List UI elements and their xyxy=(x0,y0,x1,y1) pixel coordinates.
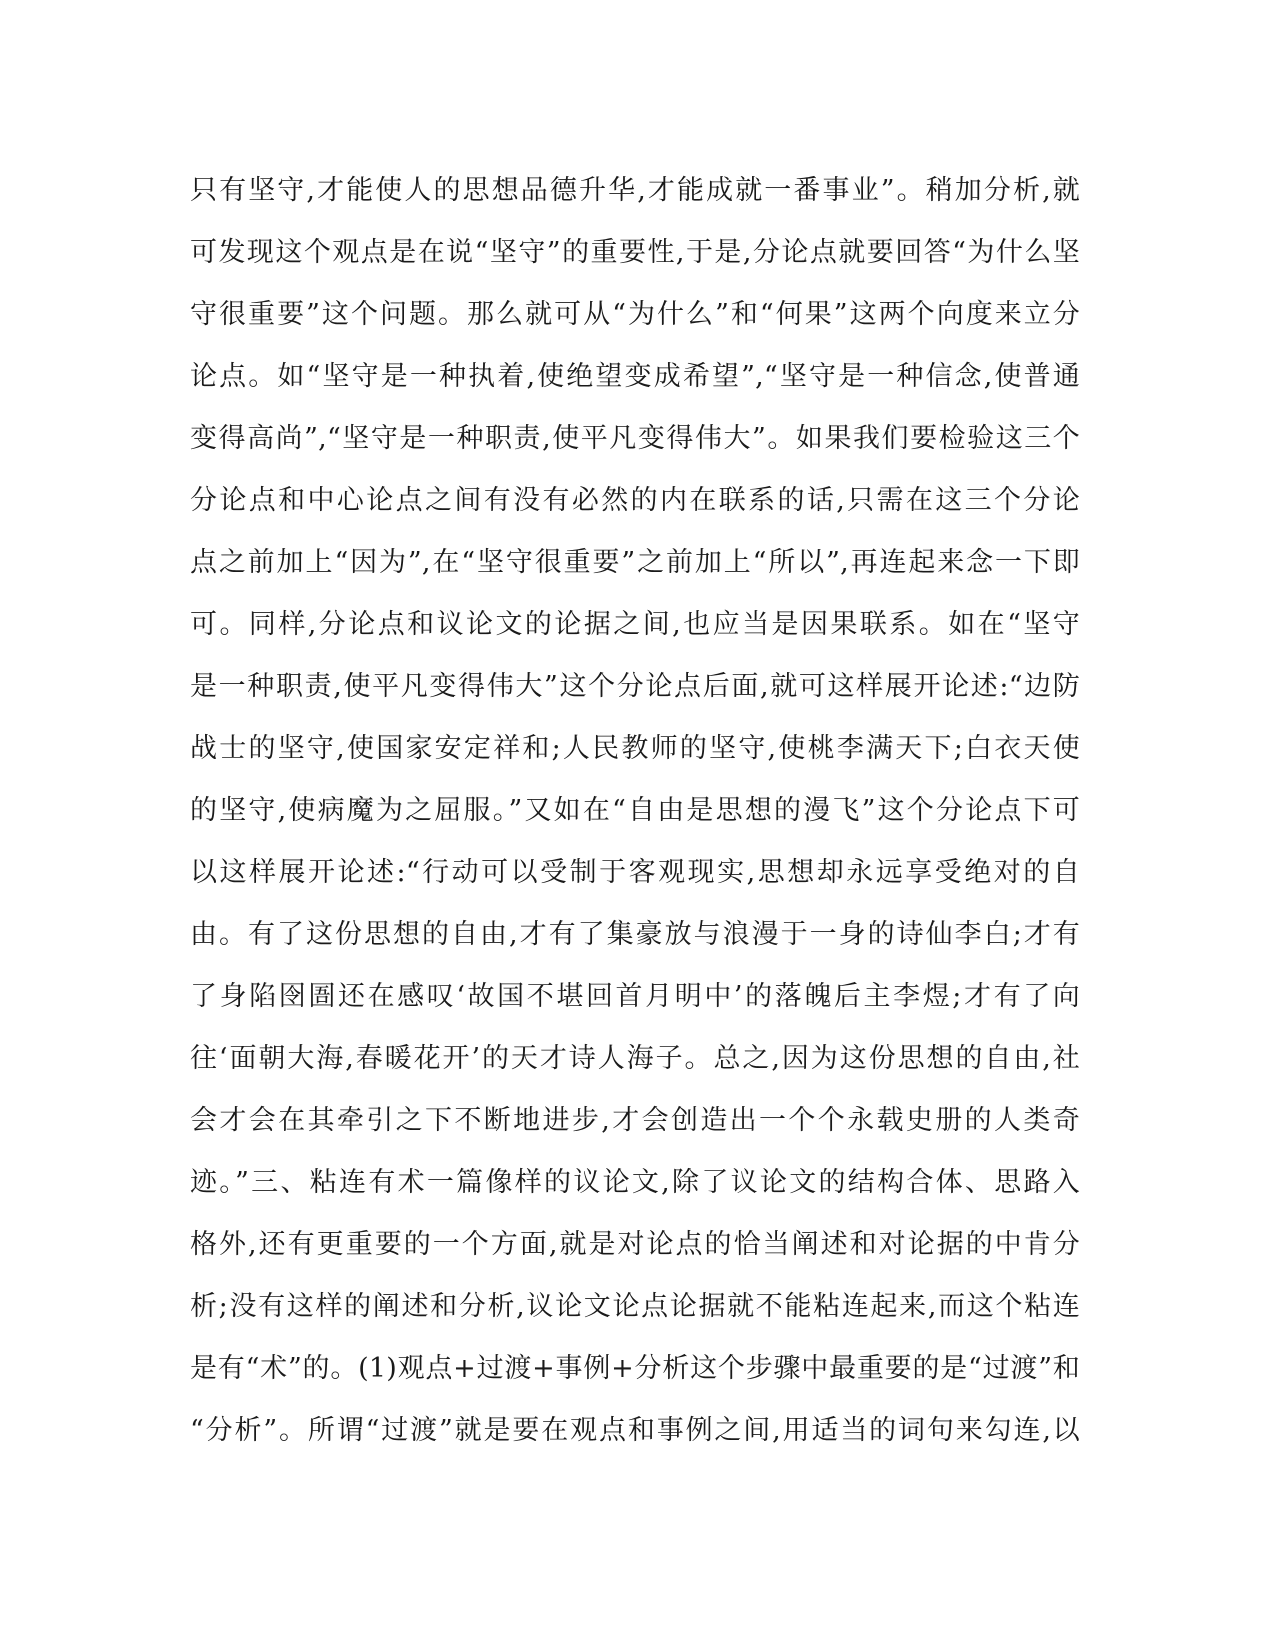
text-line: 以这样展开论述:“行动可以受制于客观现实,思想却永远享受绝对的自 xyxy=(190,857,1080,888)
text-line: 可。同样,分论点和议论文的论据之间,也应当是因果联系。如在“坚守 xyxy=(190,609,1080,640)
text-line: 可发现这个观点是在说“坚守”的重要性,于是,分论点就要回答“为什么坚 xyxy=(190,237,1080,268)
text-line: 会才会在其牵引之下不断地进步,才会创造出一个个永载史册的人类奇 xyxy=(190,1105,1080,1136)
text-line: 战士的坚守,使国家安定祥和;人民教师的坚守,使桃李满天下;白衣天使 xyxy=(190,733,1080,764)
text-line: “分析”。所谓“过渡”就是要在观点和事例之间,用适当的词句来勾连,以 xyxy=(190,1415,1080,1446)
text-line: 由。有了这份思想的自由,才有了集豪放与浪漫于一身的诗仙李白;才有 xyxy=(190,919,1080,950)
text-line: 只有坚守,才能使人的思想品德升华,才能成就一番事业”。稍加分析,就 xyxy=(190,175,1080,206)
body-text xyxy=(190,160,1080,1462)
text-line: 是有“术”的。(1)观点+过渡+事例+分析这个步骤中最重要的是“过渡”和 xyxy=(190,1353,1080,1384)
text-line: 变得高尚”,“坚守是一种职责,使平凡变得伟大”。如果我们要检验这三个 xyxy=(190,423,1080,454)
text-line: 了身陷囹圄还在感叹‘故国不堪回首月明中’的落魄后主李煜;才有了向 xyxy=(190,981,1080,1012)
text-line: 点之前加上“因为”,在“坚守很重要”之前加上“所以”,再连起来念一下即 xyxy=(190,547,1080,578)
text-line: 论点。如“坚守是一种执着,使绝望变成希望”,“坚守是一种信念,使普通 xyxy=(190,361,1080,392)
text-line: 分论点和中心论点之间有没有必然的内在联系的话,只需在这三个分论 xyxy=(190,485,1080,516)
text-line: 守很重要”这个问题。那么就可从“为什么”和“何果”这两个向度来立分 xyxy=(190,299,1080,330)
text-line: 析;没有这样的阐述和分析,议论文论点论据就不能粘连起来,而这个粘连 xyxy=(190,1291,1080,1322)
text-line: 格外,还有更重要的一个方面,就是对论点的恰当阐述和对论据的中肯分 xyxy=(190,1229,1080,1260)
text-line: 往‘面朝大海,春暖花开’的天才诗人海子。总之,因为这份思想的自由,社 xyxy=(190,1043,1080,1074)
text-line: 迹。”三、粘连有术一篇像样的议论文,除了议论文的结构合体、思路入 xyxy=(190,1167,1080,1198)
text-line: 的坚守,使病魔为之屈服。”又如在“自由是思想的漫飞”这个分论点下可 xyxy=(190,795,1080,826)
text-line: 是一种职责,使平凡变得伟大”这个分论点后面,就可这样展开论述:“边防 xyxy=(190,671,1080,702)
